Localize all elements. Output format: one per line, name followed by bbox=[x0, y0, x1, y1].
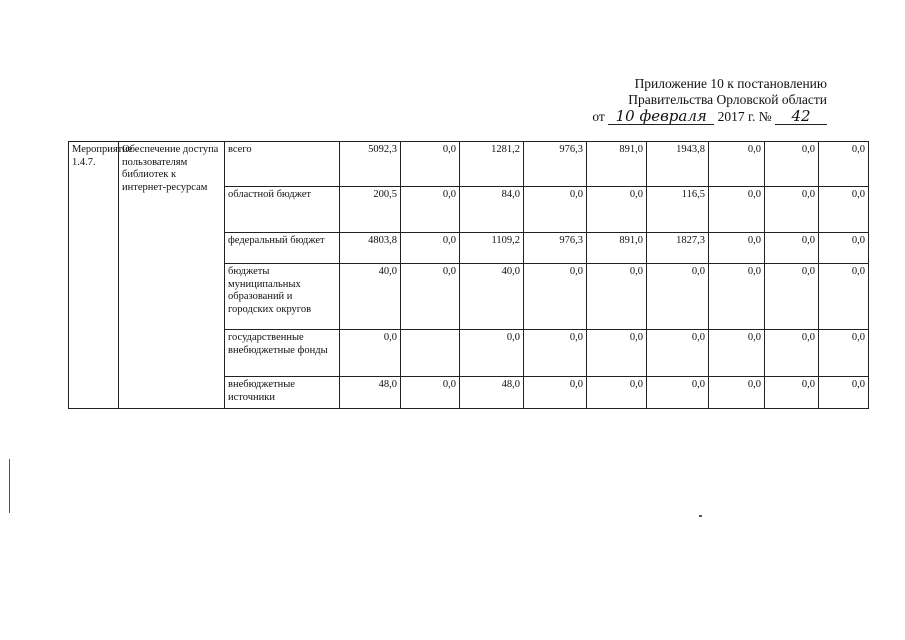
value-cell: 0,0 bbox=[460, 330, 524, 377]
value-cell: 0,0 bbox=[819, 233, 869, 264]
value-cell: 0,0 bbox=[524, 187, 587, 233]
value-cell: 4803,8 bbox=[340, 233, 401, 264]
funding-source-cell: федеральный бюджет bbox=[225, 233, 340, 264]
value-cell: 0,0 bbox=[709, 142, 765, 187]
value-cell: 0,0 bbox=[401, 233, 460, 264]
table-row bbox=[69, 142, 869, 187]
value-cell: 976,3 bbox=[524, 233, 587, 264]
value-cell: 1281,2 bbox=[460, 142, 524, 187]
funding-table bbox=[68, 141, 869, 409]
funding-source-cell: государственные внебюджетные фонды bbox=[225, 330, 340, 377]
value-cell: 0,0 bbox=[819, 187, 869, 233]
value-cell: 0,0 bbox=[401, 264, 460, 330]
value-cell: 0,0 bbox=[524, 264, 587, 330]
activity-description-cell: Обеспечение доступа пользователям библиотек к интернет-ресурсам bbox=[119, 142, 225, 409]
value-cell: 48,0 bbox=[340, 377, 401, 409]
value-cell bbox=[401, 330, 460, 377]
value-cell: 0,0 bbox=[587, 187, 647, 233]
value-cell: 0,0 bbox=[709, 330, 765, 377]
scan-speck bbox=[699, 515, 702, 517]
value-cell: 0,0 bbox=[765, 142, 819, 187]
value-cell: 0,0 bbox=[709, 187, 765, 233]
value-cell: 0,0 bbox=[765, 187, 819, 233]
funding-source-cell: всего bbox=[225, 142, 340, 187]
value-cell: 1827,3 bbox=[647, 233, 709, 264]
value-cell: 116,5 bbox=[647, 187, 709, 233]
value-cell: 40,0 bbox=[340, 264, 401, 330]
value-cell: 0,0 bbox=[819, 264, 869, 330]
value-cell: 891,0 bbox=[587, 142, 647, 187]
value-cell: 0,0 bbox=[819, 330, 869, 377]
appendix-date-line bbox=[567, 108, 827, 125]
value-cell: 0,0 bbox=[709, 377, 765, 409]
value-cell: 891,0 bbox=[587, 233, 647, 264]
handwritten-date: 10 февраля bbox=[608, 108, 714, 125]
funding-source-cell: областной бюджет bbox=[225, 187, 340, 233]
value-cell: 0,0 bbox=[765, 264, 819, 330]
value-cell: 0,0 bbox=[401, 142, 460, 187]
value-cell: 0,0 bbox=[587, 330, 647, 377]
activity-label-cell: Мероприятие 1.4.7. bbox=[69, 142, 119, 409]
value-cell: 1109,2 bbox=[460, 233, 524, 264]
funding-source-cell: внебюджетные источники bbox=[225, 377, 340, 409]
value-cell: 0,0 bbox=[709, 264, 765, 330]
scan-margin-mark bbox=[9, 459, 10, 513]
value-cell: 0,0 bbox=[819, 142, 869, 187]
value-cell: 0,0 bbox=[647, 330, 709, 377]
value-cell: 1943,8 bbox=[647, 142, 709, 187]
date-prefix: от bbox=[592, 109, 605, 124]
value-cell: 0,0 bbox=[340, 330, 401, 377]
year-text: 2017 г. № bbox=[717, 109, 772, 124]
value-cell: 0,0 bbox=[587, 377, 647, 409]
appendix-header bbox=[567, 76, 827, 125]
value-cell: 200,5 bbox=[340, 187, 401, 233]
value-cell: 0,0 bbox=[524, 330, 587, 377]
appendix-authority: Правительства Орловской области bbox=[628, 92, 827, 107]
funding-source-cell: бюджеты муниципальных образований и городских округов bbox=[225, 264, 340, 330]
value-cell: 0,0 bbox=[401, 187, 460, 233]
value-cell: 48,0 bbox=[460, 377, 524, 409]
value-cell: 84,0 bbox=[460, 187, 524, 233]
value-cell: 0,0 bbox=[819, 377, 869, 409]
value-cell: 5092,3 bbox=[340, 142, 401, 187]
value-cell: 0,0 bbox=[765, 233, 819, 264]
value-cell: 0,0 bbox=[524, 377, 587, 409]
value-cell: 0,0 bbox=[765, 330, 819, 377]
value-cell: 0,0 bbox=[709, 233, 765, 264]
handwritten-number: 42 bbox=[775, 108, 827, 125]
appendix-title: Приложение 10 к постановлению bbox=[634, 76, 827, 91]
value-cell: 0,0 bbox=[587, 264, 647, 330]
value-cell: 976,3 bbox=[524, 142, 587, 187]
value-cell: 0,0 bbox=[401, 377, 460, 409]
value-cell: 40,0 bbox=[460, 264, 524, 330]
value-cell: 0,0 bbox=[647, 377, 709, 409]
value-cell: 0,0 bbox=[647, 264, 709, 330]
value-cell: 0,0 bbox=[765, 377, 819, 409]
